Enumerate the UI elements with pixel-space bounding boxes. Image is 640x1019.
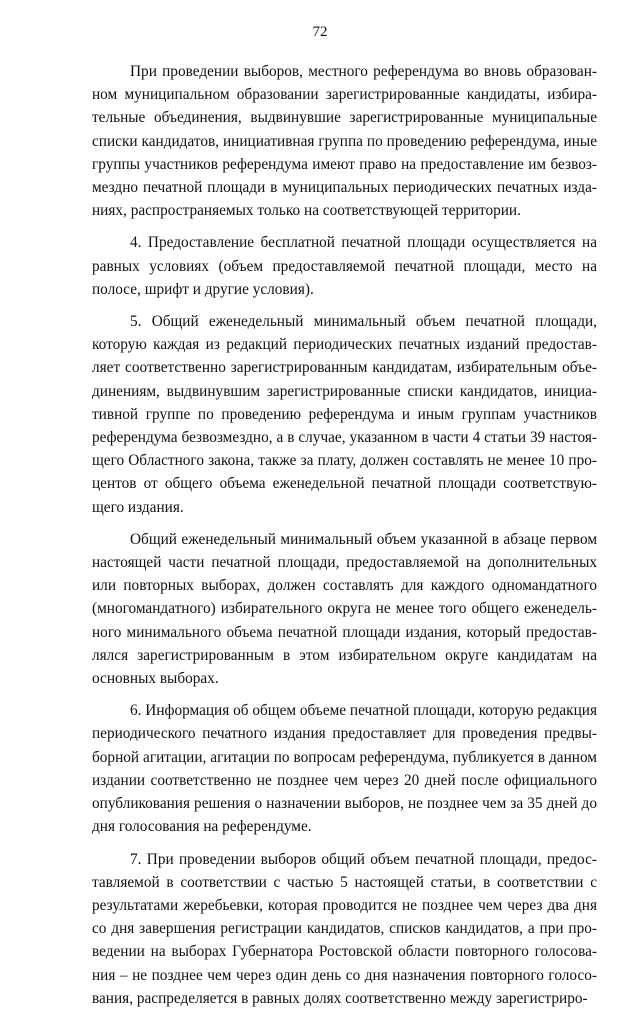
paragraph-part-7: 7. При проведении выборов общий объем печатной площади, предоставляемой в соответствии с частью 5 настоящей статьи, в соответствии с результатами жеребьевки, которая проводится не позднее чем через два дня со дня завершения регистрации кандидатов, списков кандидатов, а при проведении на выборах Губернатора Ростовской области повторного голосования – не позднее чем через один день со дня назначения повторного голосования, распределяется в равных долях соответственно между зарегистриро- (92, 850, 597, 1007)
paragraph-part-5: 5. Общий еженедельный минимальный объем печатной площади, которую каждая из редакций периодических печатных изданий предоставляет соответственно зарегистрированным кандидатам, избирательным объединениям, выдвинувшим зарегистрированные списки кандидатов, инициативной группе по проведению референдума и иным группам участников референдума безвозмездно, а в случае, указанном в части 4 статьи 39 настоящего Областного закона, также за плату, должен составлять не менее 10 процентов от общего объема еженедельной печатной площади соответствующего издания. (92, 313, 597, 516)
paragraph-part-4: 4. Предоставление бесплатной печатной площади осуществляется на равных условиях (объем предоставляемой печатной площади, место на полосе, шрифт и другие условия). (92, 234, 597, 298)
document-body (92, 60, 597, 1019)
page-number: 72 (312, 24, 328, 40)
paragraph-part-5-second: Общий еженедельный минимальный объем указанной в абзаце первом настоящей части печатной площади, предоставляемой на дополнительных или повторных выборах, должен составлять для каждого одномандатного (многомандатного) избирательного округа не менее того общего еженедельного минимального объема печатной площади издания, который предоставлялся зарегистрированным в этом избирательном округе кандидатам на основных выборах. (92, 530, 597, 688)
paragraph-part-6: 6. Информация об общем объеме печатной площади, которую редакция периодического печатного издания предоставляет для проведения предвыборной агитации, агитации по вопросам референдума, публикуется в данном издании соответственно не позднее чем через 20 дней после официального опубликования решения о назначении выборов, не позднее чем за 35 дней до дня голосования на референдуме. (92, 702, 598, 836)
paragraph-new-municipality: При проведении выборов, местного референдума во вновь образованном муниципальном образовании зарегистрированные кандидаты, избирательные объединения, выдвинувшие зарегистрированные муниципальные списки кандидатов, инициативная группа по проведению референдума, иные группы участников референдума имеют право на предоставление им безвозмездно печатной площади в муниципальных периодических печатных изданиях, распространяемых только на соответствующей территории. (92, 63, 597, 220)
